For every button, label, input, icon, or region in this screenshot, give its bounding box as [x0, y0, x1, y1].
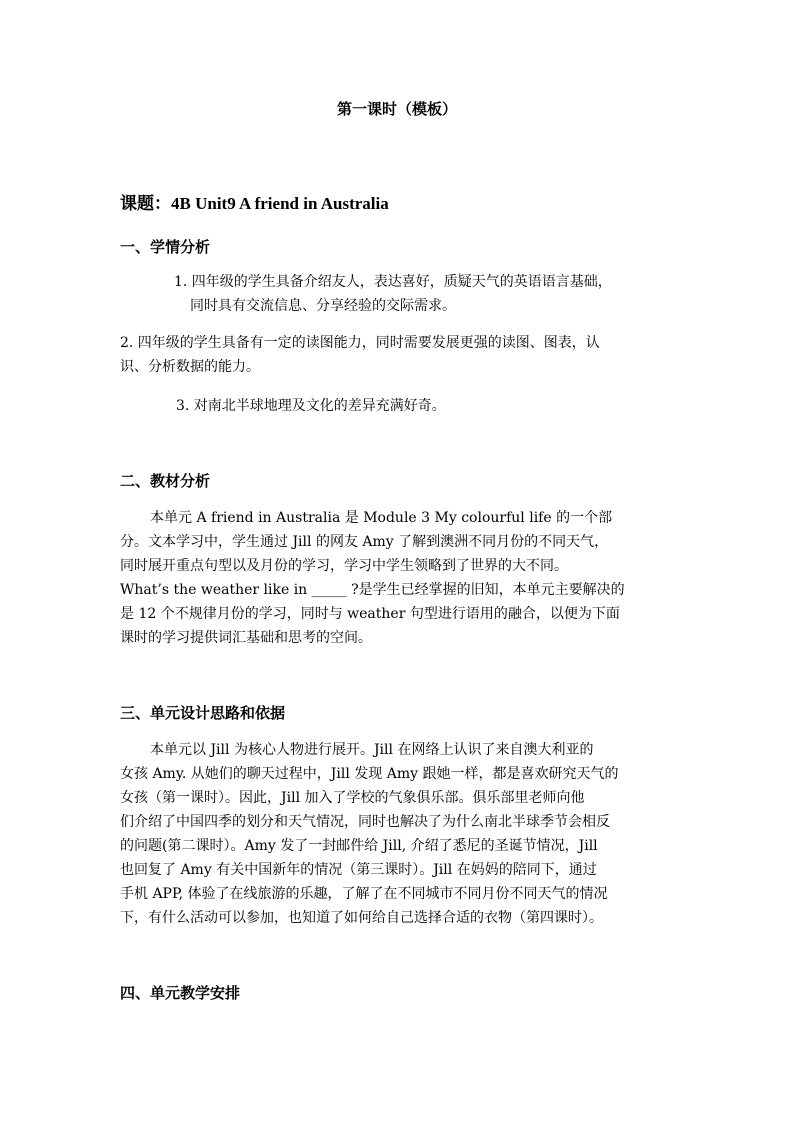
section-3-heading: 三、单元设计思路和依据	[120, 704, 286, 722]
s2-line-6: 课时的学习提供词汇基础和思考的空间。	[120, 630, 372, 646]
s2-line-5: 是 12 个不规律月份的学习，同时与 weather 句型进行语用的融合，以便为下面	[120, 606, 620, 622]
s3-line-5: 的问题(第二课时）。Amy 发了一封邮件给 Jill, 介绍了悉尼的圣诞节情况，Jill	[120, 838, 598, 854]
section-2-heading: 二、教材分析	[120, 472, 211, 490]
s2-line-1: 本单元 A friend in Australia 是 Module 3 My colourful life 的一个部	[150, 510, 613, 526]
section-1-heading: 一、学情分析	[120, 238, 211, 256]
s1-item1-line1: 1. 四年级的学生具备介绍友人，表达喜好，质疑天气的英语语言基础，	[174, 274, 612, 290]
s2-line-3: 同时展开重点句型以及月份的学习，学习中学生领略到了世界的大不同。	[120, 558, 568, 574]
s1-item1-line2: 同时具有交流信息、分享经验的交际需求。	[190, 298, 456, 314]
s1-item2-line2: 识、分析数据的能力。	[120, 359, 260, 375]
s2-line-2: 分。文本学习中，学生通过 Jill 的网友 Amy 了解到澳洲不同月份的不同天气，	[120, 534, 609, 550]
section-4-heading: 四、单元教学安排	[120, 984, 241, 1002]
s3-line-6: 也回复了 Amy 有关中国新年的情况（第三课时）。Jill 在妈妈的陪同下，通过	[120, 862, 597, 878]
s3-line-4: 们介绍了中国四季的划分和天气情况，同时也解决了为什么南北半球季节会相反	[120, 814, 610, 830]
s2-line-4: What’s the weather like in _____ ?是学生已经掌握的旧知，本单元主要解决的	[120, 582, 625, 598]
s3-line-7: 手机 APP, 体验了在线旅游的乐趣，了解了在不同城市不同月份不同天气的情况	[120, 886, 608, 902]
s3-line-2: 女孩 Amy. 从她们的聊天过程中，Jill 发现 Amy 跟她一样，都是喜欢研究天气的	[120, 766, 619, 782]
page-title: 第一课时（模板）	[336, 100, 457, 118]
s3-line-1: 本单元以 Jill 为核心人物进行展开。Jill 在网络上认识了来自澳大利亚的	[150, 742, 594, 758]
lesson-topic: 课题：4B Unit9 A friend in Australia	[120, 194, 389, 213]
s1-item2-line1: 2. 四年级的学生具备有一定的读图能力，同时需要发展更强的读图、图表，认	[120, 335, 600, 351]
s3-line-3: 女孩（第一课时）。因此，Jill 加入了学校的气象俱乐部。俱乐部里老师向他	[120, 790, 585, 806]
s1-item3: 3. 对南北半球地理及文化的差异充满好奇。	[176, 398, 446, 414]
s3-line-8: 下，有什么活动可以参加，也知道了如何给自己选择合适的衣物（第四课时）。	[120, 910, 603, 926]
